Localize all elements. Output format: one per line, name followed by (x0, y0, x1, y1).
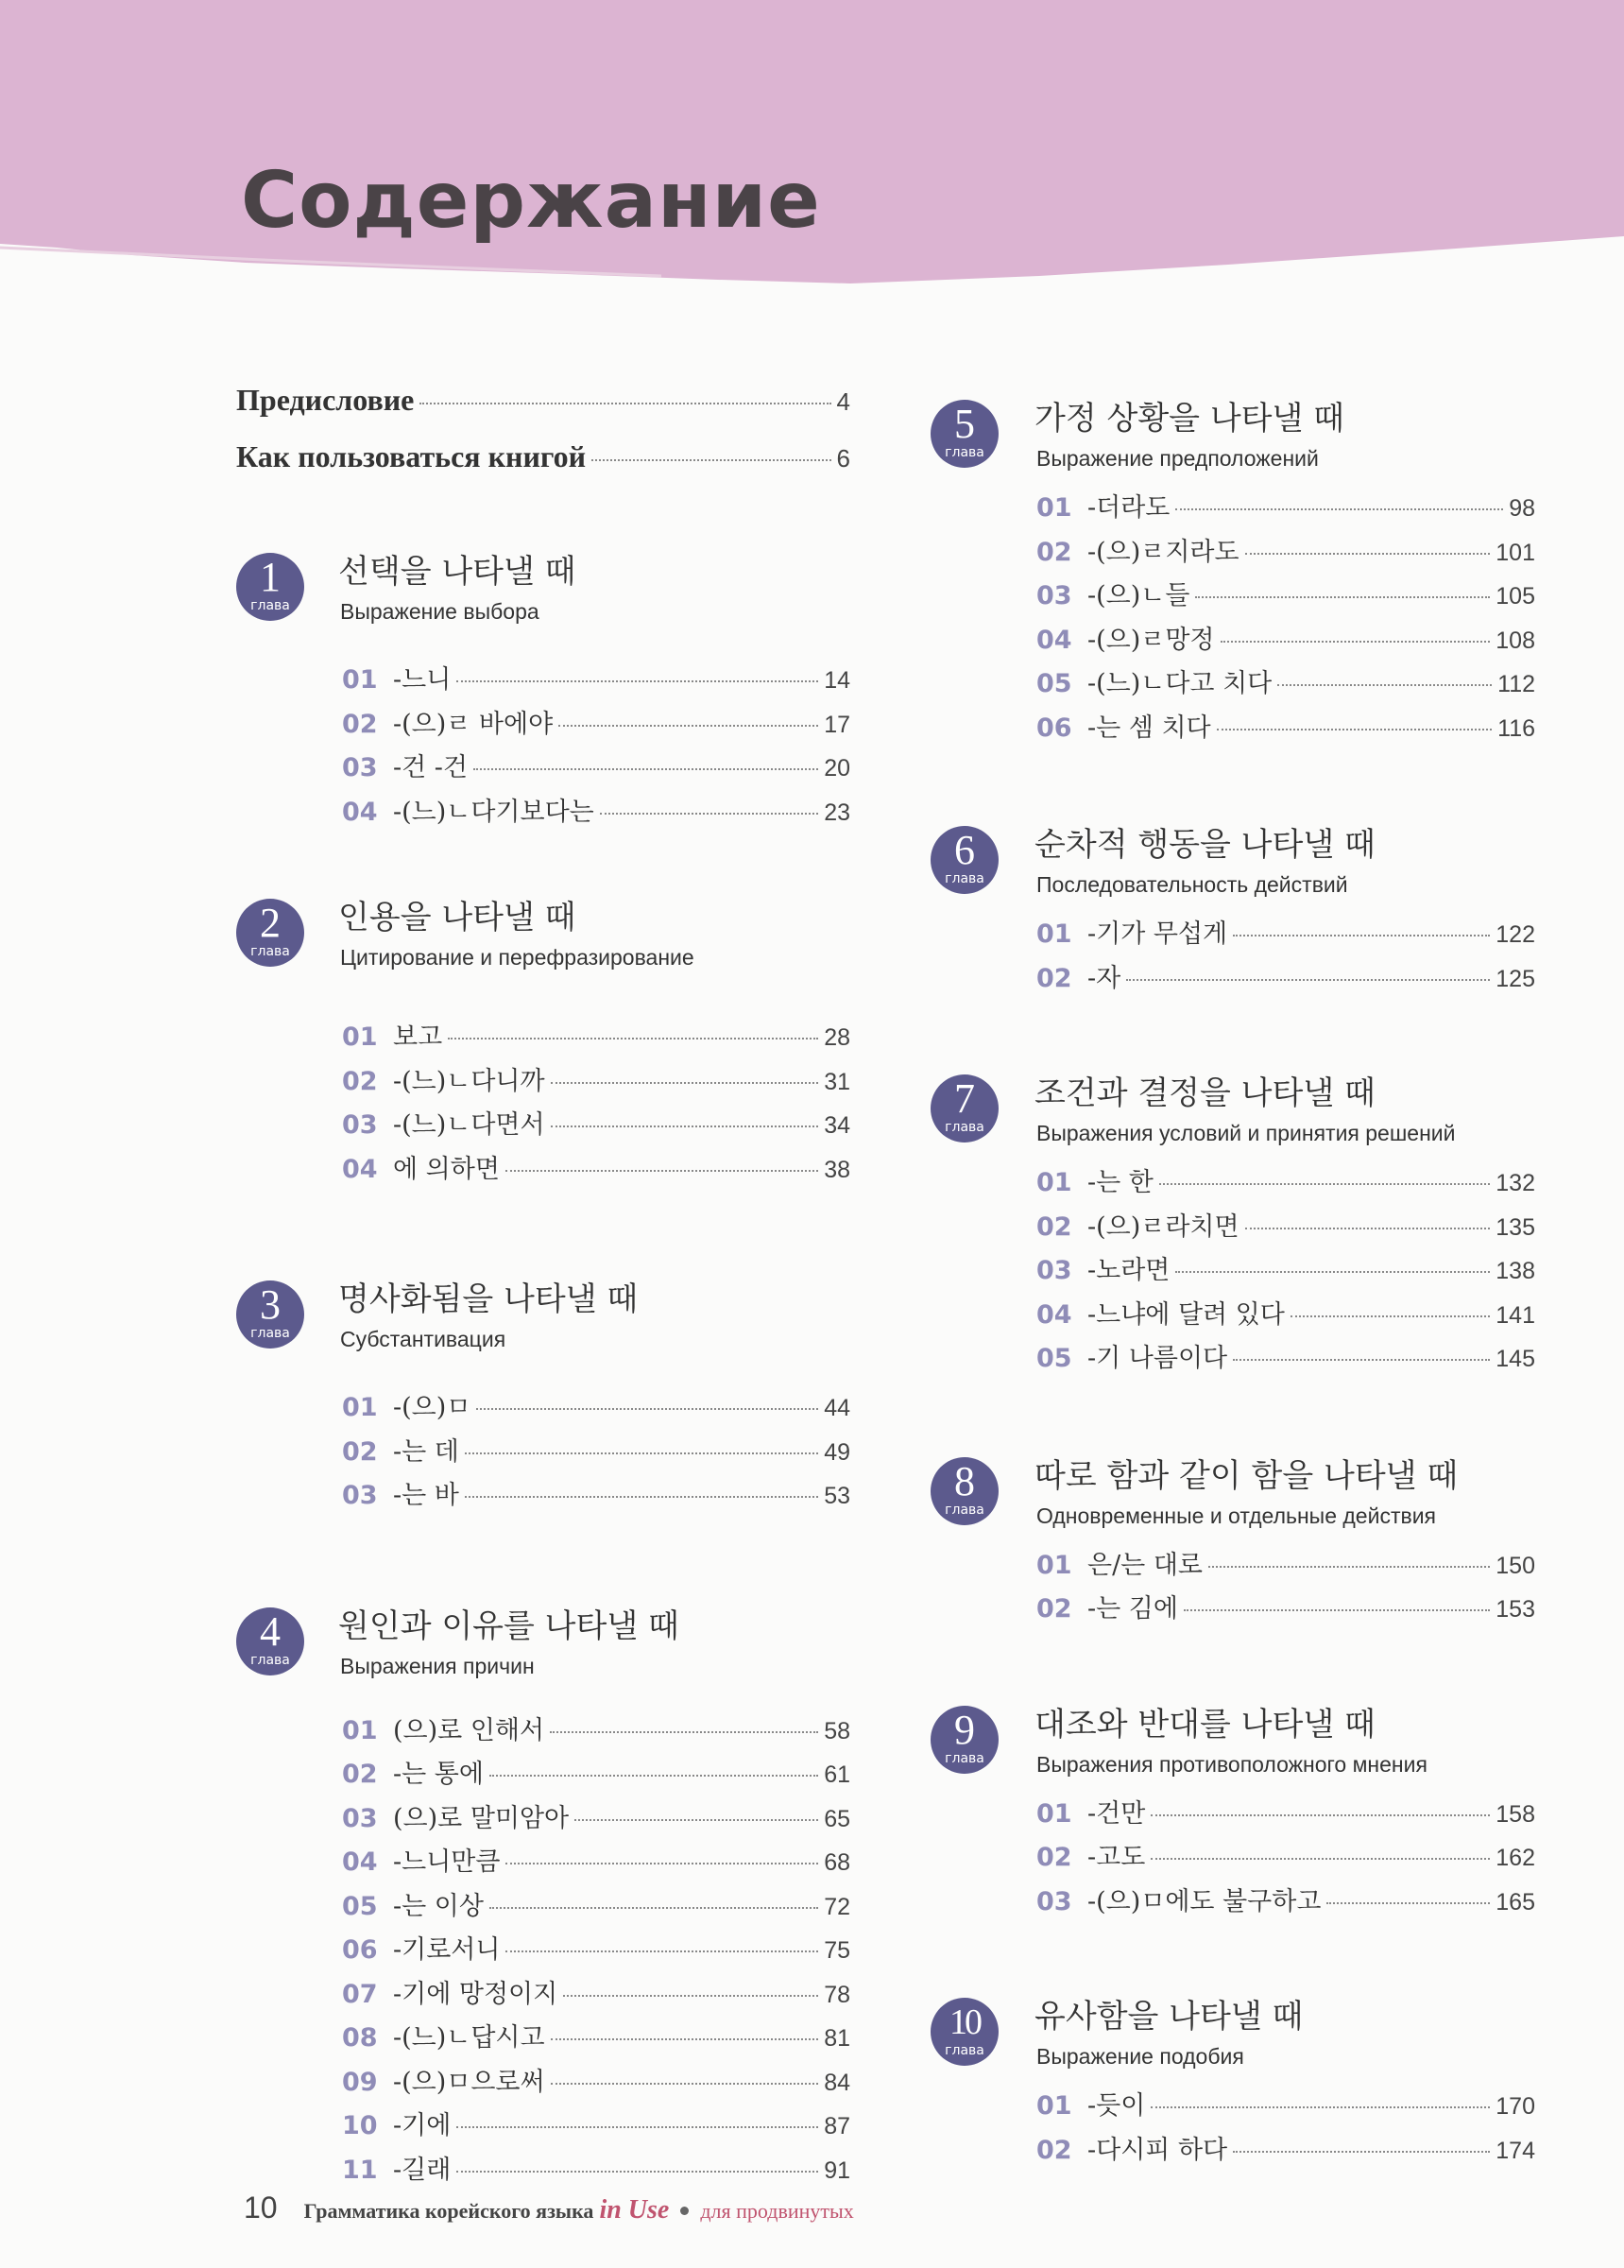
dot-leader (1151, 2106, 1490, 2108)
item-expression: -는 셈 치다 (1087, 713, 1211, 743)
dot-leader (1175, 508, 1503, 510)
chapter-subtitle: Одновременные и отдельные действия (1036, 1503, 1436, 1528)
item-page: 138 (1496, 1258, 1535, 1284)
item-page: 105 (1496, 583, 1535, 610)
dot-leader (1151, 1858, 1490, 1860)
dot-leader (1195, 596, 1490, 598)
chapter-badge (236, 1607, 304, 1675)
toc-item[interactable] (1036, 1206, 1535, 1250)
item-page: 58 (824, 1717, 850, 1744)
chapter-7 (931, 1067, 1535, 1382)
chapter-subtitle: Выражение выбора (340, 599, 539, 624)
dot-leader (505, 1170, 818, 1172)
chapter-items (1036, 2085, 1535, 2173)
chapter-3 (236, 1273, 850, 1519)
item-page: 14 (824, 667, 850, 694)
toc-item[interactable] (1036, 1294, 1535, 1338)
toc-item[interactable] (342, 1060, 850, 1105)
item-page: 65 (824, 1805, 850, 1832)
item-expression: -길래 (393, 2155, 452, 2185)
toc-item[interactable] (1036, 1161, 1535, 1206)
chapter-label: глава (945, 1502, 984, 1518)
item-number: 01 (342, 1393, 378, 1422)
toc-item[interactable] (342, 1885, 850, 1930)
item-number: 05 (1036, 1344, 1072, 1373)
item-number: 01 (1036, 1550, 1072, 1580)
item-number: 02 (342, 1066, 378, 1096)
item-page: 68 (824, 1849, 850, 1876)
chapter-label: глава (250, 1652, 290, 1668)
book-level: для продвинутых (700, 2199, 854, 2223)
dot-leader (489, 1775, 818, 1777)
chapter-badge (931, 826, 999, 894)
page-title: Содержание (241, 156, 821, 246)
chapter-label: глава (250, 598, 290, 613)
item-page: 53 (824, 1483, 850, 1509)
toc-item[interactable] (342, 1973, 850, 2018)
toc-item[interactable] (1036, 1337, 1535, 1382)
toc-entry-preface[interactable] (236, 383, 850, 439)
dot-leader (1326, 1902, 1490, 1904)
dot-leader (1151, 1814, 1490, 1816)
item-number: 03 (342, 1481, 378, 1510)
dot-leader (1126, 979, 1490, 981)
chapter-number: 5 (954, 401, 975, 447)
item-number: 04 (1036, 1299, 1072, 1330)
chapter-title: 원인과 이유를 나타낼 때 (338, 1606, 679, 1645)
how-to-use-title: Как пользоваться книгой (236, 439, 587, 473)
item-expression: -듯이 (1087, 2091, 1146, 2121)
toc-item[interactable] (1036, 2085, 1535, 2129)
item-expression: -고도 (1087, 1843, 1146, 1872)
item-number: 05 (342, 1891, 378, 1921)
chapter-label: глава (250, 944, 290, 959)
item-number: 09 (342, 2067, 378, 2097)
chapter-badge (236, 899, 304, 967)
toc-item[interactable] (1036, 957, 1535, 1002)
dot-leader (489, 1907, 818, 1909)
item-number: 02 (1036, 2135, 1072, 2165)
item-page: 141 (1496, 1301, 1535, 1329)
item-expression: 은/는 대로 (1087, 1550, 1204, 1580)
chapter-items (1036, 1161, 1535, 1382)
dot-leader (1159, 1183, 1490, 1185)
item-number: 01 (1036, 493, 1072, 523)
toc-item[interactable] (1036, 707, 1535, 751)
toc-item[interactable] (342, 2061, 850, 2105)
dot-leader (456, 2126, 818, 2128)
chapter-number: 7 (954, 1075, 975, 1122)
dot-leader (558, 725, 818, 727)
item-number: 08 (342, 2023, 378, 2053)
dot-leader (551, 2083, 819, 2085)
chapter-1 (236, 545, 850, 834)
item-page: 17 (824, 711, 850, 738)
item-expression: -(느)ㄴ답시고 (393, 2023, 545, 2053)
chapter-badge (236, 1280, 304, 1349)
toc-item[interactable] (1036, 1544, 1535, 1589)
item-expression: -(으)ㅁ에도 불구하고 (1087, 1886, 1322, 1916)
item-page: 44 (824, 1395, 850, 1421)
dot-leader (1233, 1359, 1490, 1361)
item-page: 34 (824, 1112, 850, 1139)
item-page: 125 (1496, 965, 1535, 992)
dot-leader (1221, 641, 1491, 643)
how-to-use-page: 6 (836, 444, 850, 472)
chapter-title: 조건과 결정을 나타낼 때 (1034, 1074, 1376, 1112)
item-page: 112 (1497, 671, 1535, 697)
item-expression: -느니만큼 (393, 1847, 501, 1877)
chapter-label: глава (945, 871, 984, 886)
chapter-badge (931, 1074, 999, 1143)
toc-item[interactable] (1036, 1836, 1535, 1881)
chapter-4 (236, 1600, 850, 2193)
item-number: 01 (342, 665, 378, 695)
dot-leader (591, 459, 830, 461)
toc-item[interactable] (1036, 1588, 1535, 1632)
item-page: 49 (824, 1438, 850, 1466)
chapter-title: 유사함을 나타낼 때 (1034, 1998, 1304, 2036)
toc-entry-how-to-use[interactable] (236, 439, 850, 496)
chapter-badge (931, 1706, 999, 1774)
dot-leader (550, 1731, 818, 1733)
item-expression: -(으)ㅁ (393, 1393, 471, 1422)
item-page: 75 (824, 1937, 850, 1964)
item-number: 10 (342, 2111, 378, 2140)
toc-item[interactable] (1036, 2129, 1535, 2174)
item-number: 03 (342, 1110, 378, 1140)
toc-left-column (236, 383, 850, 2192)
item-page: 84 (824, 2069, 850, 2096)
dot-leader (448, 1038, 818, 1040)
item-number: 07 (342, 1979, 378, 2009)
chapter-2 (236, 891, 850, 1192)
dot-leader (505, 1863, 818, 1864)
chapter-10 (931, 1990, 1535, 2173)
toc-item[interactable] (342, 659, 850, 703)
item-page: 23 (824, 799, 850, 826)
chapter-items (1036, 1544, 1535, 1632)
chapter-number: 3 (260, 1281, 281, 1328)
dot-leader (1277, 684, 1492, 686)
toc-item[interactable] (1036, 1249, 1535, 1294)
item-page: 78 (824, 1981, 850, 2008)
dot-leader (505, 1950, 818, 1952)
dot-leader (456, 680, 818, 682)
chapter-items (1036, 487, 1535, 750)
item-number: 03 (1036, 1886, 1072, 1916)
item-expression: -느니 (393, 665, 452, 695)
chapter-title: 따로 함과 같이 함을 나타낼 때 (1034, 1456, 1459, 1495)
dot-leader (563, 1995, 818, 1997)
chapter-number: 8 (954, 1457, 975, 1504)
toc-item[interactable] (342, 747, 850, 791)
item-number: 04 (342, 1847, 378, 1877)
item-expression: -(으)ㄴ들 (1087, 581, 1190, 610)
chapter-number: 10 (949, 2002, 980, 2042)
chapter-8 (931, 1450, 1535, 1632)
chapter-badge (931, 1457, 999, 1525)
chapter-subtitle: Выражения условий и принятия решений (1036, 1121, 1456, 1145)
item-expression: -(으)ㄹ 바에야 (393, 709, 554, 739)
item-page: 91 (824, 2156, 850, 2184)
item-expression: -기에 (393, 2111, 452, 2140)
item-expression: -(으)ㄹ지라도 (1087, 537, 1239, 567)
item-page: 116 (1497, 714, 1535, 742)
item-number: 02 (342, 709, 378, 739)
item-page: 108 (1496, 627, 1535, 654)
chapter-label: глава (945, 2043, 984, 2058)
item-number: 02 (1036, 1843, 1072, 1872)
item-expression: -는 한 (1087, 1168, 1154, 1197)
dot-leader (1217, 729, 1493, 730)
toc-item[interactable] (1036, 575, 1535, 619)
item-page: 145 (1496, 1346, 1535, 1372)
page-footer (244, 2191, 854, 2225)
chapter-subtitle: Выражение предположений (1036, 446, 1319, 471)
toc-item[interactable] (342, 1841, 850, 1885)
dot-leader (600, 813, 818, 815)
item-number: 06 (342, 1935, 378, 1965)
item-page: 31 (824, 1068, 850, 1095)
chapter-number: 2 (260, 900, 281, 946)
dot-leader (1291, 1315, 1490, 1317)
dot-leader (1233, 935, 1490, 936)
chapter-title: 대조와 반대를 나타낼 때 (1034, 1705, 1376, 1744)
item-expression: -는 데 (393, 1436, 459, 1467)
item-page: 81 (824, 2025, 850, 2052)
toc-item[interactable] (342, 1753, 850, 1797)
item-expression: -는 김에 (1087, 1594, 1178, 1624)
item-number: 02 (1036, 537, 1072, 567)
item-page: 98 (1509, 495, 1535, 522)
dot-leader (574, 1819, 818, 1821)
item-page: 72 (824, 1893, 850, 1920)
item-page: 38 (824, 1156, 850, 1183)
dot-leader (456, 2171, 818, 2173)
item-expression: -(느)ㄴ다기보다는 (393, 797, 594, 827)
toc-item[interactable] (1036, 531, 1535, 576)
chapter-number: 9 (954, 1706, 975, 1753)
dot-leader (1245, 1228, 1491, 1229)
chapter-9 (931, 1698, 1535, 1925)
item-page: 170 (1496, 2093, 1535, 2120)
chapter-title: 가정 상황을 나타낼 때 (1034, 400, 1345, 438)
item-page: 153 (1496, 1596, 1535, 1623)
toc-item[interactable] (342, 1104, 850, 1148)
dot-leader (551, 1082, 819, 1084)
toc-item[interactable] (342, 1797, 850, 1842)
toc-item[interactable] (342, 1386, 850, 1431)
toc-item[interactable] (342, 2105, 850, 2149)
item-expression: -(느)ㄴ다고 치다 (1087, 669, 1273, 698)
item-expression: -는 바 (393, 1481, 459, 1510)
dot-leader (419, 403, 830, 404)
chapter-subtitle: Выражение подобия (1036, 2044, 1244, 2069)
chapter-items (342, 1710, 850, 2193)
toc-item[interactable] (1036, 913, 1535, 957)
item-expression: -(느)ㄴ다니까 (393, 1066, 545, 1096)
item-expression: -기에 망정이지 (393, 1979, 558, 2009)
dot-leader (1208, 1566, 1490, 1568)
item-page: 87 (824, 2113, 850, 2139)
chapter-subtitle: Последовательность действий (1036, 872, 1348, 897)
chapter-label: глава (945, 445, 984, 460)
dot-leader (465, 1496, 818, 1498)
item-page: 158 (1496, 1800, 1535, 1828)
chapter-items (1036, 1793, 1535, 1925)
item-page: 20 (824, 755, 850, 782)
item-number: 01 (1036, 2091, 1072, 2121)
chapter-subtitle: Субстантивация (340, 1327, 506, 1351)
preface-page: 4 (836, 387, 850, 416)
dot-leader (476, 1408, 818, 1410)
toc-item[interactable] (342, 1474, 850, 1519)
chapter-5 (931, 392, 1535, 750)
item-page: 61 (824, 1761, 850, 1788)
chapter-badge (931, 1998, 999, 2066)
toc-item[interactable] (1036, 1793, 1535, 1837)
chapter-title: 선택을 나타낼 때 (338, 553, 576, 591)
item-expression: -(느)ㄴ다면서 (393, 1110, 545, 1140)
item-page: 28 (824, 1024, 850, 1051)
item-expression: -더라도 (1087, 493, 1171, 523)
bullet-icon (680, 2207, 689, 2215)
chapter-label: глава (250, 1326, 290, 1341)
item-page: 101 (1496, 539, 1535, 566)
page-number: 10 (244, 2191, 278, 2225)
toc-item[interactable] (342, 1148, 850, 1193)
dot-leader (465, 1452, 818, 1454)
chapter-subtitle: Выражения противоположного мнения (1036, 1751, 1427, 1777)
dot-leader (473, 768, 818, 770)
dot-leader (1175, 1271, 1490, 1273)
item-expression: -다시피 하다 (1087, 2135, 1228, 2165)
chapter-badge (236, 553, 304, 621)
item-page: 132 (1496, 1170, 1535, 1196)
item-expression: -기로서니 (393, 1935, 501, 1965)
item-number: 04 (1036, 625, 1072, 655)
item-expression: -기 나름이다 (1087, 1344, 1228, 1373)
item-page: 165 (1496, 1888, 1535, 1916)
item-number: 06 (1036, 713, 1072, 743)
chapter-badge (931, 400, 999, 468)
item-page: 150 (1496, 1552, 1535, 1579)
chapter-items (342, 659, 850, 834)
toc-item[interactable] (342, 703, 850, 747)
item-number: 01 (1036, 1168, 1072, 1197)
item-number: 05 (1036, 669, 1072, 698)
chapter-number: 6 (954, 827, 975, 873)
item-number: 03 (1036, 1256, 1072, 1285)
item-expression: -(으)ㄹ라치면 (1087, 1211, 1239, 1242)
chapter-title: 명사화됨을 나타낼 때 (338, 1280, 639, 1318)
chapter-number: 4 (260, 1607, 281, 1655)
item-number: 04 (342, 797, 378, 827)
chapter-label: глава (945, 1750, 984, 1766)
item-expression: -자 (1087, 963, 1121, 993)
item-number: 01 (342, 1715, 378, 1745)
item-expression: -느냐에 달려 있다 (1087, 1299, 1285, 1330)
item-number: 01 (342, 1022, 378, 1052)
item-expression: -기가 무섭게 (1087, 919, 1228, 949)
toc-item[interactable] (342, 2149, 850, 2193)
dot-leader (1184, 1609, 1490, 1611)
toc-item[interactable] (342, 1710, 850, 1754)
item-expression: -는 이상 (393, 1891, 484, 1921)
dot-leader (1233, 2151, 1490, 2153)
dot-leader (551, 2038, 819, 2040)
chapter-label: глава (945, 1120, 984, 1135)
book-title-accent: in Use (599, 2195, 670, 2225)
book-title: Грамматика корейского языка (303, 2199, 594, 2223)
chapter-subtitle: Выражения причин (340, 1653, 535, 1678)
item-number: 02 (1036, 1211, 1072, 1242)
chapter-title: 인용을 나타낼 때 (338, 899, 576, 936)
item-expression: (으)로 말미암아 (393, 1803, 570, 1833)
chapter-title: 순차적 행동을 나타낼 때 (1034, 826, 1376, 864)
item-expression: -(으)ㅁ으로써 (393, 2067, 545, 2097)
chapter-items (342, 1016, 850, 1192)
item-number: 02 (342, 1436, 378, 1467)
item-expression: -는 통에 (393, 1760, 484, 1789)
item-page: 135 (1496, 1213, 1535, 1241)
item-number: 04 (342, 1154, 378, 1184)
chapter-items (1036, 913, 1535, 1001)
chapter-items (342, 1386, 850, 1519)
dot-leader (1245, 553, 1491, 555)
item-expression: 에 의하면 (393, 1154, 500, 1184)
item-page: 162 (1496, 1845, 1535, 1871)
item-page: 122 (1496, 921, 1535, 948)
item-number: 11 (342, 2155, 378, 2185)
item-number: 03 (1036, 581, 1072, 610)
chapter-number: 1 (260, 554, 281, 600)
toc-item[interactable] (1036, 1881, 1535, 1925)
chapter-subtitle: Цитирование и перефразирование (340, 945, 694, 970)
item-number: 02 (342, 1760, 378, 1789)
toc-item[interactable] (1036, 619, 1535, 663)
toc-item[interactable] (342, 791, 850, 835)
toc-item[interactable] (342, 2017, 850, 2061)
toc-right-column (931, 392, 1535, 2173)
item-expression: -노라면 (1087, 1256, 1171, 1285)
item-expression: 보고 (393, 1022, 443, 1052)
dot-leader (551, 1125, 819, 1127)
toc-item[interactable] (1036, 487, 1535, 531)
toc-item[interactable] (342, 1016, 850, 1060)
chapter-6 (931, 818, 1535, 1001)
item-expression: -건만 (1087, 1798, 1146, 1829)
item-number: 03 (342, 753, 378, 782)
item-expression: -건 -건 (393, 753, 468, 782)
item-expression: (으)로 인해서 (393, 1715, 545, 1745)
item-number: 01 (1036, 1798, 1072, 1829)
toc-item[interactable] (342, 1929, 850, 1973)
item-page: 174 (1496, 2137, 1535, 2164)
item-number: 03 (342, 1803, 378, 1833)
item-number: 02 (1036, 1594, 1072, 1624)
item-number: 01 (1036, 919, 1072, 949)
preface-title: Предисловие (236, 383, 415, 417)
toc-item[interactable] (1036, 662, 1535, 707)
toc-item[interactable] (342, 1431, 850, 1475)
item-expression: -(으)ㄹ망정 (1087, 625, 1215, 655)
item-number: 02 (1036, 963, 1072, 993)
